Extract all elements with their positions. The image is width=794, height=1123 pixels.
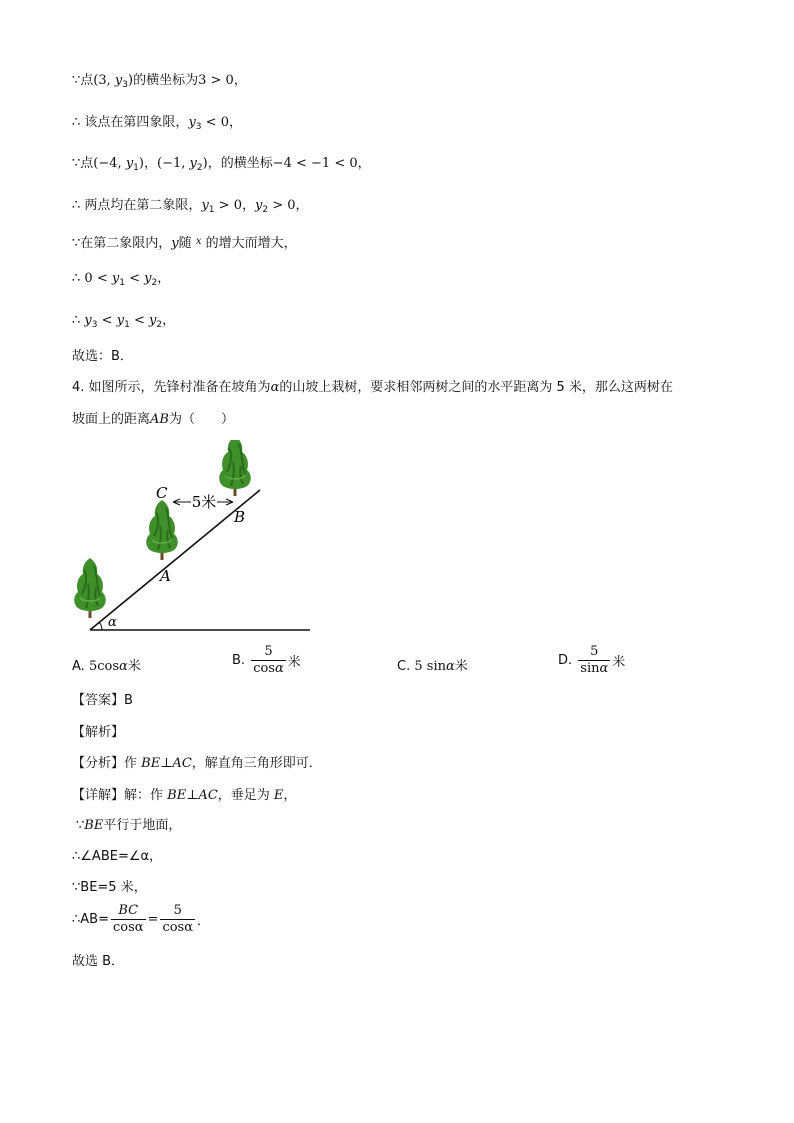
subscript: 2: [262, 205, 269, 215]
because-symbol: ∵: [76, 818, 85, 833]
option-b[interactable]: [232, 644, 301, 677]
math-coef: 5: [414, 659, 423, 674]
subscript: 3: [91, 320, 98, 330]
xiangjie-line: [72, 787, 296, 805]
math-expr: 3 > 0: [198, 73, 234, 88]
punct: ，: [228, 115, 242, 130]
math-y: y: [116, 313, 125, 328]
step-3: ∵BE=5 米，: [72, 880, 147, 895]
numerator: 5: [578, 644, 610, 661]
punct: ．: [197, 914, 211, 929]
subscript: 1: [208, 205, 215, 215]
math-expr: > 0: [272, 198, 296, 213]
denominator: cosα: [162, 920, 194, 935]
therefore-symbol: ∴: [72, 313, 81, 328]
punct: ，: [162, 313, 176, 328]
subscript: 2: [196, 163, 203, 173]
answer-value: B: [124, 693, 133, 708]
subscript: 3: [195, 122, 202, 132]
math-fn: cos: [97, 659, 119, 674]
paren-open: (: [157, 156, 163, 171]
label-b: B: [234, 508, 246, 526]
label-a: A: [160, 567, 171, 585]
option-label: D.: [558, 653, 573, 668]
numerator: 5: [251, 644, 286, 661]
solution-line-1: [72, 72, 247, 94]
math-expr: BE⊥AC: [141, 756, 192, 771]
math-y: y: [254, 198, 263, 213]
tree-icon: [219, 440, 251, 496]
text: ∴AB=: [72, 912, 109, 927]
math-y: y: [84, 313, 92, 328]
unit: 米: [454, 659, 468, 674]
math-be: BE: [84, 818, 104, 833]
math-expr: < 0: [205, 115, 229, 130]
punct: ，: [157, 271, 171, 286]
math-op: =: [147, 912, 159, 927]
punct: ，: [241, 198, 255, 213]
label-c: C: [156, 484, 168, 502]
math-alpha: α: [270, 380, 280, 395]
solution-line-5: [72, 233, 297, 253]
text: 为（ ）: [168, 412, 234, 427]
text: 点: [80, 156, 94, 171]
solution-line-2: [72, 114, 242, 136]
therefore-symbol: ∴: [72, 271, 81, 286]
solution-line-7: [72, 312, 175, 334]
because-symbol: ∵: [72, 73, 81, 88]
math-coef: 5: [88, 659, 98, 674]
paren-close: ): [138, 156, 144, 171]
subscript: 1: [124, 320, 130, 330]
paren-open: (: [93, 73, 99, 88]
punct: ，: [233, 73, 247, 88]
math-x: −1,: [162, 156, 186, 171]
punct: ，: [357, 156, 371, 171]
analysis-heading: 【解析】: [72, 725, 125, 740]
numerator: 5: [160, 903, 195, 920]
solution-line-8: 故选：B．: [72, 349, 133, 364]
step-1: [76, 817, 181, 835]
math-x: x: [195, 236, 202, 247]
text: ，的横坐标: [207, 156, 273, 171]
subscript: 2: [151, 278, 158, 288]
option-label: B.: [232, 653, 246, 668]
label-alpha: α: [108, 615, 117, 630]
subscript: 1: [133, 163, 139, 173]
math-fn: cos: [253, 661, 275, 676]
math-expr: > 0: [218, 198, 242, 213]
math-ab: AB: [150, 412, 169, 427]
solution-line-3: [72, 155, 371, 177]
tree-icon: [146, 500, 178, 560]
text: 如图所示，先锋村准备在坡角为: [88, 380, 271, 395]
math-op: <: [101, 313, 113, 328]
denominator: [578, 661, 610, 677]
math-expr: BE⊥AC: [167, 788, 218, 803]
math-alpha: α: [119, 659, 128, 674]
math-y: y: [188, 115, 196, 130]
math-fn: sin: [580, 661, 600, 676]
math-y: y: [114, 73, 123, 88]
paren-close: ): [128, 73, 134, 88]
math-expr: 0 <: [84, 271, 108, 286]
math-y: y: [125, 156, 134, 171]
math-fn: sin: [426, 659, 446, 674]
solution-line-4: [72, 197, 309, 219]
fraction: [160, 903, 195, 936]
math-e: E: [273, 788, 284, 803]
option-d[interactable]: [558, 644, 625, 677]
math-y: y: [148, 313, 157, 328]
because-symbol: ∵: [72, 156, 81, 171]
math-alpha: α: [274, 661, 284, 676]
math-y: y: [111, 271, 120, 286]
because-symbol: ∵: [72, 236, 81, 251]
fenxi-label: 【分析】: [72, 756, 125, 771]
option-c[interactable]: [397, 655, 468, 674]
punct: ，: [143, 156, 157, 171]
therefore-symbol: ∴: [72, 198, 81, 213]
punct: ，: [283, 788, 297, 803]
text: 点: [80, 73, 94, 88]
math-op: <: [129, 271, 140, 286]
fraction: [578, 644, 610, 677]
text: 的增大而增大，: [205, 236, 297, 251]
text: ，垂足为: [217, 788, 274, 803]
text: 的山坡上栽树，要求相邻两树之间的水平距离为 5 米，那么这两树在: [279, 380, 673, 395]
text: 的横坐标为: [133, 73, 199, 88]
math-y: y: [189, 156, 197, 171]
question-number: 4.: [72, 380, 85, 395]
math-expr: −4 < −1 < 0: [272, 156, 358, 171]
question-line-2: [72, 411, 234, 429]
fraction: [251, 644, 286, 677]
math-x: 3,: [98, 73, 111, 88]
text: 平行于地面，: [103, 818, 182, 833]
unit: 米: [287, 655, 301, 670]
subscript: 1: [119, 278, 125, 288]
unit: 米: [127, 659, 141, 674]
subscript: 3: [122, 80, 129, 90]
angle-arc: [99, 622, 102, 630]
text: 两点均在第二象限，: [84, 198, 202, 213]
math-alpha: α: [599, 661, 609, 676]
math-x: −4,: [98, 156, 122, 171]
text: 在第二象限内，: [80, 236, 172, 251]
distance-label: 5米: [191, 493, 217, 511]
option-label: A.: [72, 659, 85, 674]
math-op: <: [133, 313, 145, 328]
answer-line: [72, 692, 133, 710]
text: 随: [178, 236, 192, 251]
step-4: [72, 903, 210, 936]
text: 该点在第四象限，: [84, 115, 189, 130]
math-alpha: α: [445, 659, 455, 674]
paren-close: ): [202, 156, 208, 171]
math-y: y: [201, 198, 209, 213]
math-y: y: [171, 236, 179, 251]
numerator: BC: [111, 903, 146, 920]
math-y: y: [144, 271, 152, 286]
paren-open: (: [93, 156, 99, 171]
fraction: [111, 903, 146, 936]
unit: 米: [612, 655, 626, 670]
text: 坡面上的距离: [72, 412, 151, 427]
text: 解：作: [124, 788, 168, 803]
denominator: [251, 661, 286, 677]
option-label: C.: [397, 659, 411, 674]
answer-label: 【答案】: [72, 693, 125, 708]
text: 作: [124, 756, 142, 771]
slope-figure: [70, 440, 320, 640]
tree-icon: [74, 558, 106, 618]
xiangjie-label: 【详解】: [72, 788, 125, 803]
therefore-symbol: ∴: [72, 115, 81, 130]
fenxi-line: [72, 755, 322, 773]
step-2: ∴∠ABE=∠α，: [72, 849, 163, 864]
step-5: 故选 B．: [72, 954, 125, 969]
subscript: 2: [156, 320, 163, 330]
question-line-1: [72, 379, 673, 397]
denominator: cosα: [112, 920, 144, 935]
punct: ，: [295, 198, 309, 213]
solution-line-6: [72, 270, 170, 292]
text: ，解直角三角形即可．: [191, 756, 322, 771]
option-a[interactable]: [72, 655, 141, 674]
